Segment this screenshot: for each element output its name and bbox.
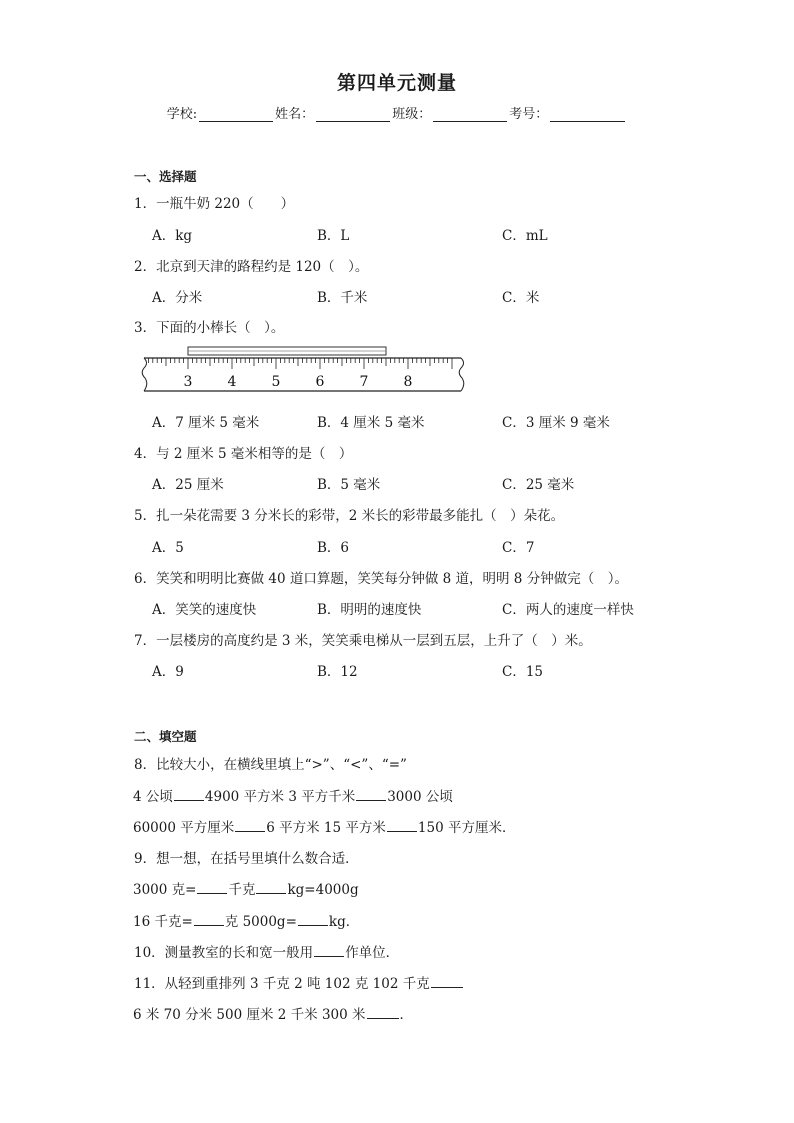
name-label: 姓名：	[275, 107, 315, 122]
option-b[interactable]: B．5 毫米	[317, 477, 381, 493]
text: 60000 平方厘米	[133, 820, 235, 836]
text: 10．测量教室的长和宽一般用	[134, 945, 314, 961]
text: 千克	[228, 882, 256, 898]
option-c[interactable]: C．两人的速度一样快	[502, 602, 634, 618]
option-b[interactable]: B．12	[317, 664, 358, 680]
question-6: 6．笑笑和明明比赛做 40 道口算题，笑笑每分钟做 8 道，明明 8 分钟做完（ ）。	[134, 571, 628, 587]
option-b[interactable]: B．明明的速度快	[317, 602, 422, 618]
answer-blank[interactable]	[174, 787, 204, 801]
text: kg．	[328, 914, 360, 930]
text: 3000 公顷	[387, 789, 453, 805]
text: kg=4000g	[287, 882, 359, 898]
ruler-label: 7	[359, 374, 369, 390]
option-a[interactable]: A．5	[152, 540, 184, 556]
text: 3000 克=	[133, 882, 197, 898]
answer-blank[interactable]	[387, 818, 417, 832]
text: 4900 平方米 3 平方千米	[204, 789, 356, 805]
question-1-options	[152, 224, 772, 244]
ruler-with-stick-diagram	[141, 344, 467, 396]
text: 6 米 70 分米 500 厘米 2 千米 300 米	[133, 1007, 366, 1023]
question-9-line-2	[133, 910, 359, 930]
text: ．	[399, 1007, 414, 1023]
text: 16 千克=	[133, 914, 193, 930]
text: 6 平方米 15 平方米	[266, 820, 386, 836]
answer-blank[interactable]	[314, 943, 344, 957]
text: 11．从轻到重排列 3 千克 2 吨 102 克 102 千克	[134, 976, 430, 992]
question-1: 1．一瓶牛奶 220（ ）	[134, 196, 295, 212]
question-9: 9．想一想，在括号里填什么数合适．	[134, 851, 359, 867]
answer-blank[interactable]	[431, 974, 463, 988]
question-4-options	[152, 473, 772, 493]
name-blank[interactable]	[316, 107, 390, 122]
question-8-line-1	[133, 785, 453, 805]
answer-blank[interactable]	[356, 787, 386, 801]
text: 150 平方厘米．	[417, 820, 516, 836]
option-a[interactable]: A．分米	[152, 290, 203, 306]
answer-blank[interactable]	[235, 818, 265, 832]
answer-blank[interactable]	[197, 880, 227, 894]
question-5: 5．扎一朵花需要 3 分米长的彩带，2 米长的彩带最多能扎（ ）朵花。	[134, 508, 565, 524]
question-9-line-1	[133, 878, 359, 898]
option-b[interactable]: B．4 厘米 5 毫米	[317, 415, 425, 431]
question-3: 3．下面的小棒长（ ）。	[134, 320, 285, 336]
option-a[interactable]: A．9	[152, 664, 184, 680]
question-6-options	[152, 598, 772, 618]
number-label: 考号：	[509, 107, 549, 122]
ruler-label: 6	[315, 374, 325, 390]
answer-blank[interactable]	[194, 912, 224, 926]
question-8: 8．比较大小，在横线里填上“>”、“<”、“=”	[134, 757, 407, 773]
ruler-label: 5	[271, 374, 281, 390]
option-a[interactable]: A．7 厘米 5 毫米	[152, 415, 260, 431]
option-c[interactable]: C．mL	[502, 228, 548, 244]
ruler-labels	[184, 374, 413, 390]
option-b[interactable]: B．千米	[317, 290, 368, 306]
question-11	[134, 972, 464, 992]
number-blank[interactable]	[550, 107, 625, 122]
question-3-options	[152, 411, 772, 431]
page-title: 第四单元测量	[336, 72, 457, 94]
option-b[interactable]: B．6	[317, 540, 350, 556]
school-blank[interactable]	[199, 107, 273, 122]
option-c[interactable]: C．3 厘米 9 毫米	[502, 415, 610, 431]
option-a[interactable]: A．kg	[152, 228, 193, 244]
option-b[interactable]: B．L	[317, 228, 350, 244]
question-7-options	[152, 660, 772, 680]
ruler-ticks	[148, 358, 452, 369]
option-c[interactable]: C．7	[502, 540, 535, 556]
question-7: 7．一层楼房的高度约是 3 米，笑笑乘电梯从一层到五层，上升了（ ）米。	[134, 633, 592, 649]
section-heading-fill: 二、填空题	[134, 729, 197, 744]
answer-blank[interactable]	[298, 912, 328, 926]
class-label: 班级：	[392, 107, 432, 122]
answer-blank[interactable]	[256, 880, 286, 894]
text: 克 5000g=	[224, 914, 297, 930]
ruler-label: 8	[403, 374, 413, 390]
ruler-label: 3	[183, 374, 193, 390]
question-8-line-2	[133, 816, 515, 836]
student-info-line	[0, 103, 794, 122]
ruler-break-right	[459, 358, 464, 391]
question-2: 2．北京到天津的路程约是 120（ ）。	[134, 259, 369, 275]
option-a[interactable]: A．笑笑的速度快	[152, 602, 257, 618]
school-label: 学校:	[166, 107, 198, 122]
text: 4 公顷	[133, 789, 173, 805]
question-11-line-2	[133, 1003, 413, 1023]
option-a[interactable]: A．25 厘米	[152, 477, 224, 493]
option-c[interactable]: C．15	[502, 664, 544, 680]
question-10	[134, 941, 399, 961]
section-heading-choice: 一、选择题	[134, 169, 197, 184]
option-c[interactable]: C．25 毫米	[502, 477, 575, 493]
question-5-options	[152, 536, 772, 556]
question-4: 4．与 2 厘米 5 毫米相等的是（ ）	[134, 446, 353, 462]
ruler-label: 4	[227, 374, 237, 390]
question-2-options	[152, 286, 772, 306]
option-c[interactable]: C．米	[502, 290, 540, 306]
text: 作单位．	[345, 945, 400, 961]
ruler-break-left	[142, 358, 147, 391]
answer-blank[interactable]	[367, 1005, 399, 1019]
class-blank[interactable]	[433, 107, 507, 122]
